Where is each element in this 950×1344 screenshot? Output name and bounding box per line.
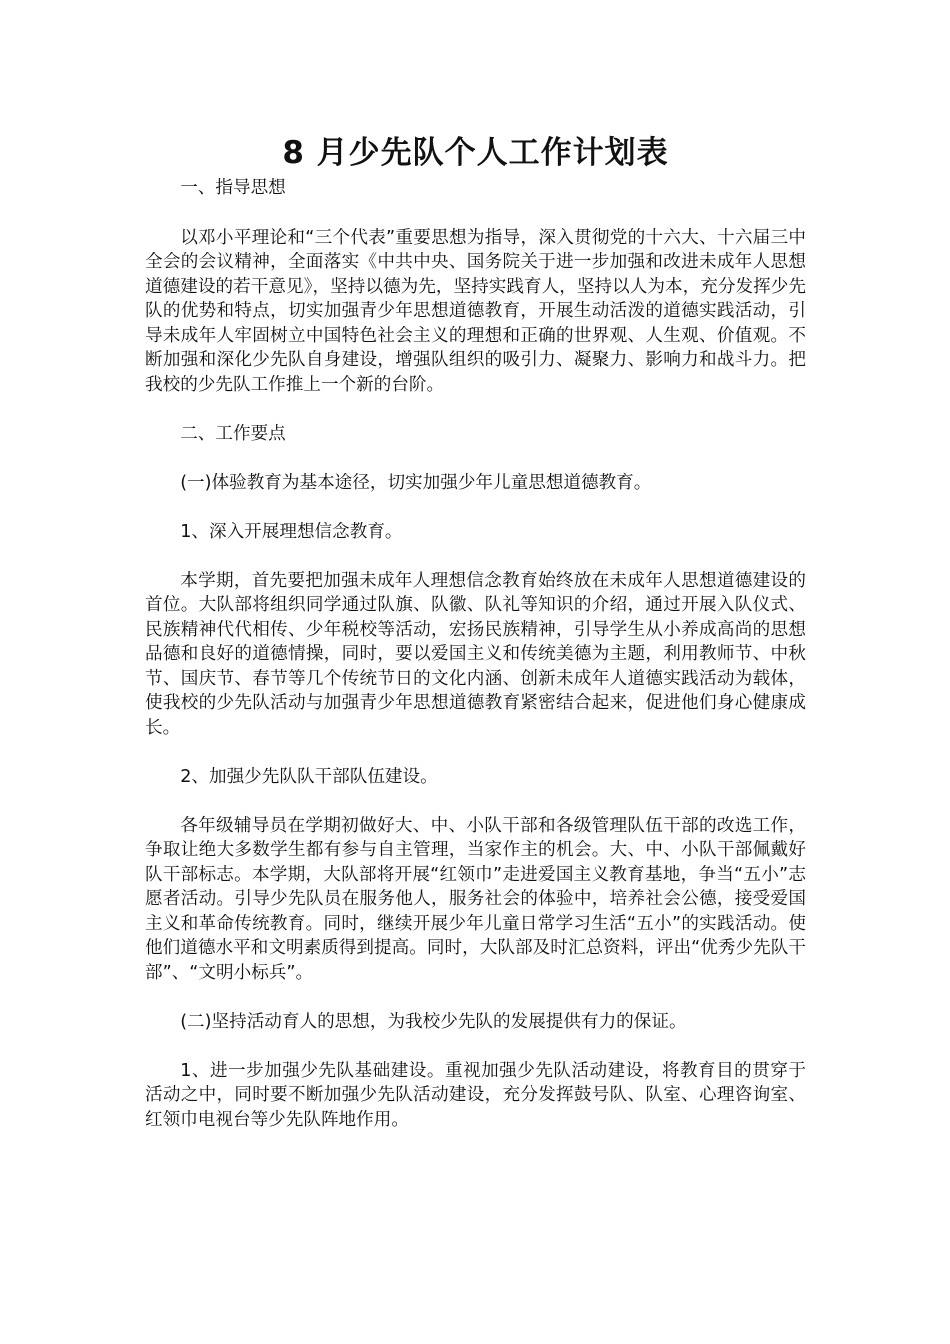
item-heading-ideals-education: 1、深入开展理想信念教育。 [180, 521, 403, 542]
section-heading-work-points: 二、工作要点 [180, 423, 286, 444]
document-title: 8 月少先队个人工作计划表 [282, 135, 669, 171]
paragraph-guiding-ideology: 以邓小平理论和“三个代表”重要思想为指导，深入贯彻党的十六大、十六届三中全会的会议精神，全面落实《中共中央、国务院关于进一步加强和改进未成年人思想道德建设的若干意见》，坚持以德为先，坚持实践育人，坚持以人为本，充分发挥少先队的优势和特点，切实加强青少年思想道德教育，开展生动活泼的道德实践活动，引导未成年人牢固树立中国特色社会主义的理想和正确的世界观、人生观、价值观。不断加强和深化少先队自身建设，增强队组织的吸引力、凝聚力、影响力和战斗力。把我校的少先队工作推上一个新的台阶。 [145, 227, 806, 395]
document-page [145, 128, 806, 1132]
paragraph-basic-construction: 1、进一步加强少先队基础建设。重视加强少先队活动建设，将教育目的贯穿于活动之中，同时要不断加强少先队活动建设，充分发挥鼓号队、队室、心理咨询室、红领巾电视台等少先队阵地作用。 [145, 1060, 806, 1130]
item-heading-cadre-building: 2、加强少先队队干部队伍建设。 [180, 766, 438, 787]
subheading-experience-education: (一)体验教育为基本途径，切实加强少年儿童思想道德教育。 [180, 472, 652, 493]
paragraph-cadre-building: 各年级辅导员在学期初做好大、中、小队干部和各级管理队伍干部的改选工作，争取让绝大多数学生都有参与自主管理，当家作主的机会。大、中、小队干部佩戴好队干部标志。本学期，大队部将开展“红领巾”走进爱国主义教育基地，争当“五小”志愿者活动。引导少先队员在服务他人，服务社会的体验中，培养社会公德，接受爱国主义和革命传统教育。同时，继续开展少年儿童日常学习生活“五小”的实践活动。使他们道德水平和文明素质得到提高。同时，大队部及时汇总资料，评出“优秀少先队干部”、“文明小标兵”。 [145, 815, 806, 983]
section-heading-guiding-ideology: 一、指导思想 [180, 178, 286, 198]
paragraph-ideals-education: 本学期，首先要把加强未成年人理想信念教育始终放在未成年人思想道德建设的首位。大队部将组织同学通过队旗、队徽、队礼等知识的介绍，通过开展入队仪式、民族精神代代相传、少年税校等活动，宏扬民族精神，引导学生从小养成高尚的思想品德和良好的道德情操，同时，要以爱国主义和传统美德为主题，利用教师节、中秋节、国庆节、春节等几个传统节日的文化内涵、创新未成年人道德实践活动为载体，使我校的少先队活动与加强青少年思想道德教育紧密结合起来，促进他们身心健康成长。 [145, 570, 806, 738]
subheading-activity-education: (二)坚持活动育人的思想，为我校少先队的发展提供有力的保证。 [180, 1011, 687, 1032]
